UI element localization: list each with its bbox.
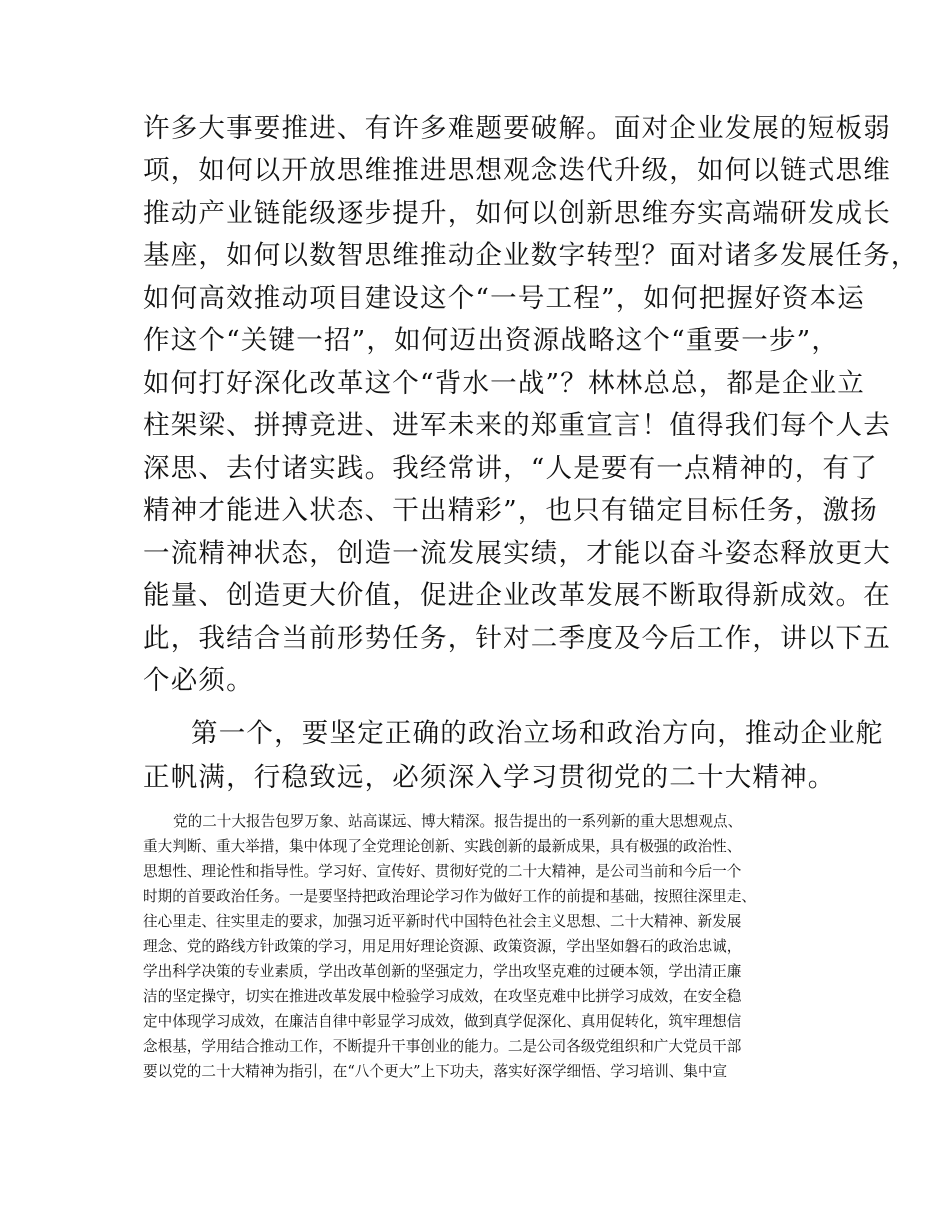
- text-line: 要以党的二十大精神为指引，在“八个更大”上下功夫，落实好深学细悟、学习培训、集中宣: [143, 1063, 728, 1080]
- text-line: 理念、党的路线方针政策的学习，用足用好理论资源、政策资源，学出坚如磐石的政治忠诚，: [143, 938, 742, 955]
- text-line: 念根基，学用结合推动工作，不断提升干事创业的能力。二是公司各级党组织和广大党员干部: [143, 1038, 742, 1055]
- text-line: 作这个“关键一招”，如何迈出资源战略这个“重要一步”，: [143, 325, 840, 356]
- text-line: 能量、创造更大价值，促进企业改革发展不断取得新成效。在: [143, 580, 891, 611]
- text-line: 重大判断、重大举措，集中体现了全党理论创新、实践创新的最新成果，具有极强的政治性、: [143, 838, 742, 855]
- text-line: 精神才能进入状态、干出精彩”，也只有锚定目标任务，激扬: [143, 495, 878, 526]
- text-line: 如何高效推动项目建设这个“一号工程”，如何把握好资本运: [143, 283, 865, 314]
- text-line: 时期的首要政治任务。一是要坚持把政治理论学习作为做好工作的前提和基础，按照往深里走、: [143, 888, 756, 905]
- heading-line: 正帆满，行稳致远，必须深入学习贯彻党的二十大精神。: [143, 762, 836, 793]
- text-line: 定中体现学习成效，在廉洁自律中彰显学习成效，做到真学促深化、真用促转化，筑牢理想信: [143, 1013, 742, 1030]
- text-line: 项，如何以开放思维推进思想观念迭代升级，如何以链式思维: [143, 155, 891, 186]
- text-line: 深思、去付诸实践。我经常讲，“人是要有一点精神的，有了: [143, 453, 878, 484]
- text-line: 如何打好深化改革这个“背水一战”？林林总总，都是企业立: [143, 368, 865, 399]
- text-line: 基座，如何以数智思维推动企业数字转型？面对诸多发展任务，: [143, 240, 919, 271]
- text-line: 往心里走、往实里走的要求，加强习近平新时代中国特色社会主义思想、二十大精神、新发展: [143, 913, 742, 930]
- text-line: 一流精神状态，创造一流发展实绩，才能以奋斗姿态释放更大: [143, 538, 891, 569]
- text-line: 此，我结合当前形势任务，针对二季度及今后工作，讲以下五: [143, 623, 891, 654]
- text-line: 思想性、理论性和指导性。学习好、宣传好、贯彻好党的二十大精神，是公司当前和今后一个: [143, 863, 742, 880]
- text-line: 许多大事要推进、有许多难题要破解。面对企业发展的短板弱: [143, 113, 891, 144]
- text-line: 推动产业链能级逐步提升，如何以创新思维夯实高端研发成长: [143, 198, 891, 229]
- text-line: 党的二十大报告包罗万象、站高谋远、博大精深。报告提出的一系列新的重大思想观点、: [173, 813, 743, 830]
- text-line: 个必须。: [143, 665, 254, 696]
- heading-line: 第一个，要坚定正确的政治立场和政治方向，推动企业舵: [191, 718, 884, 749]
- text-line: 学出科学决策的专业素质，学出改革创新的坚强定力，学出攻坚克难的过硬本领，学出清正廉: [143, 963, 742, 980]
- text-line: 洁的坚定操守，切实在推进改革发展中检验学习成效，在攻坚克难中比拼学习成效，在安全稳: [143, 988, 742, 1005]
- text-line: 柱架梁、拼搏竞进、进军未来的郑重宣言！值得我们每个人去: [143, 410, 891, 441]
